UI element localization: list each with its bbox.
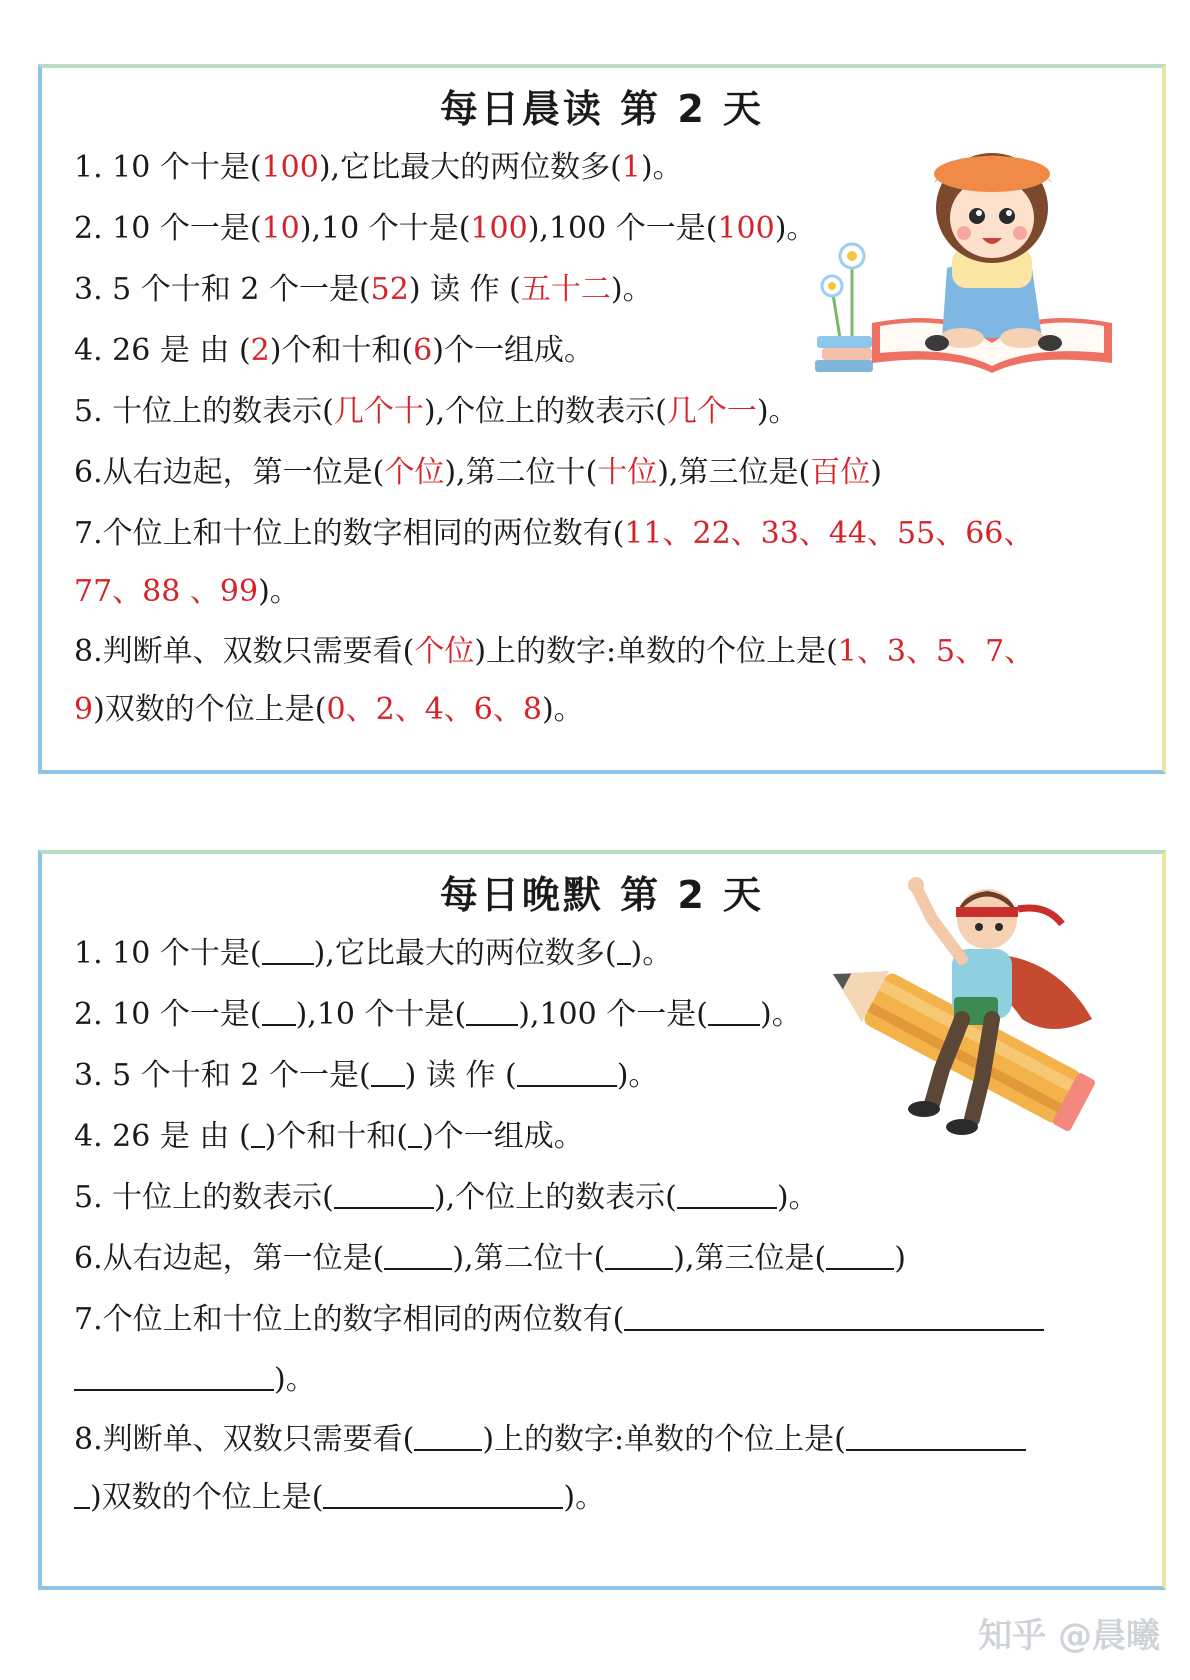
answer: 52 [370,272,409,307]
answer: 10 [261,211,300,246]
morning-q7-cont: 77、88 、99)。 [74,574,300,609]
evening-dictation-card [38,850,1166,1590]
evening-q4: 4. 26 是 由 ( )个和十和( )个一组成。 [74,1119,584,1154]
answer: 个位 [414,634,475,669]
answer: 个位 [384,455,445,490]
answer-blank[interactable] [334,1179,434,1209]
evening-title: 每日晚默 第 2 天 [439,873,765,917]
answer: 十位 [597,455,658,490]
answer: 9 [74,692,94,727]
morning-reading-card [38,64,1166,774]
evening-q1: 1. 10 个十是( ),它比最大的两位数多( )。 [74,936,673,971]
evening-q7: 7.个位上和十位上的数字相同的两位数有( [74,1300,1044,1340]
evening-q2: 2. 10 个一是( ),10 个十是( ),100 个一是( )。 [74,997,802,1032]
girl-reading-illustration [812,138,1142,378]
morning-q2: 2. 10 个一是(10),10 个十是(100),100 个一是(100)。 [74,211,817,246]
morning-q6: 6.从右边起，第一位是(个位),第二位十(十位),第三位是(百位) [74,455,882,490]
evening-q6: 6.从右边起，第一位是( ),第二位十( ),第三位是( ) [74,1241,906,1276]
answer: 100 [261,150,319,185]
answer: 1、3、5、7、 [837,634,1035,669]
boy-on-pencil-illustration [822,869,1122,1159]
watermark: 知乎 @晨曦 [978,1616,1160,1656]
answer-blank[interactable] [74,1361,274,1391]
answer: 1 [621,150,641,185]
evening-q8: 8.判断单、双数只需要看( )上的数字:单数的个位上是( [74,1420,1026,1460]
morning-q8-cont: 9)双数的个位上是(0、2、4、6、8)。 [74,692,584,727]
answer: 0、2、4、6、8 [326,692,542,727]
answer-blank[interactable] [251,1118,265,1148]
morning-q4: 4. 26 是 由 (2)个和十和(6)个一组成。 [74,333,594,368]
answer-blank[interactable] [617,935,631,965]
answer-blank[interactable] [384,1240,452,1270]
morning-q7: 7.个位上和十位上的数字相同的两位数有(11、22、33、44、55、66、 [74,516,1034,551]
answer: 6 [413,333,433,368]
answer: 百位 [810,455,871,490]
evening-q8-cont: )双数的个位上是( )。 [74,1478,605,1518]
evening-q5: 5. 十位上的数表示( ),个位上的数表示( )。 [74,1180,819,1215]
answer-blank[interactable] [408,1118,422,1148]
answer-blank[interactable] [826,1240,894,1270]
answer: 几个一 [666,394,757,429]
evening-q7-cont: )。 [74,1360,316,1400]
answer-blank[interactable] [624,1301,1044,1331]
answer-blank[interactable] [466,996,518,1026]
morning-q5: 5. 十位上的数表示(几个十),个位上的数表示(几个一)。 [74,394,799,429]
answer-blank[interactable] [414,1421,482,1451]
answer-blank[interactable] [323,1479,563,1509]
morning-q8: 8.判断单、双数只需要看(个位)上的数字:单数的个位上是(1、3、5、7、 [74,634,1035,669]
answer: 77、88 、99 [74,574,259,609]
answer-blank[interactable] [74,1479,90,1509]
answer-blank[interactable] [262,996,296,1026]
answer-blank[interactable] [677,1179,777,1209]
answer: 100 [717,211,775,246]
answer-blank[interactable] [605,1240,673,1270]
answer-blank[interactable] [517,1057,617,1087]
answer: 五十二 [520,272,611,307]
answer: 2 [250,333,270,368]
morning-q3: 3. 5 个十和 2 个一是(52) 读 作 (五十二)。 [74,272,653,307]
answer: 100 [470,211,528,246]
evening-q3: 3. 5 个十和 2 个一是( ) 读 作 ( )。 [74,1058,659,1093]
answer-blank[interactable] [708,996,760,1026]
answer-blank[interactable] [846,1421,1026,1451]
morning-title: 每日晨读 第 2 天 [439,87,765,131]
answer: 几个十 [333,394,424,429]
answer-blank[interactable] [262,935,314,965]
answer-blank[interactable] [371,1057,405,1087]
morning-q1: 1. 10 个十是(100),它比最大的两位数多(1)。 [74,150,683,185]
answer: 11、22、33、44、55、66、 [624,516,1034,551]
